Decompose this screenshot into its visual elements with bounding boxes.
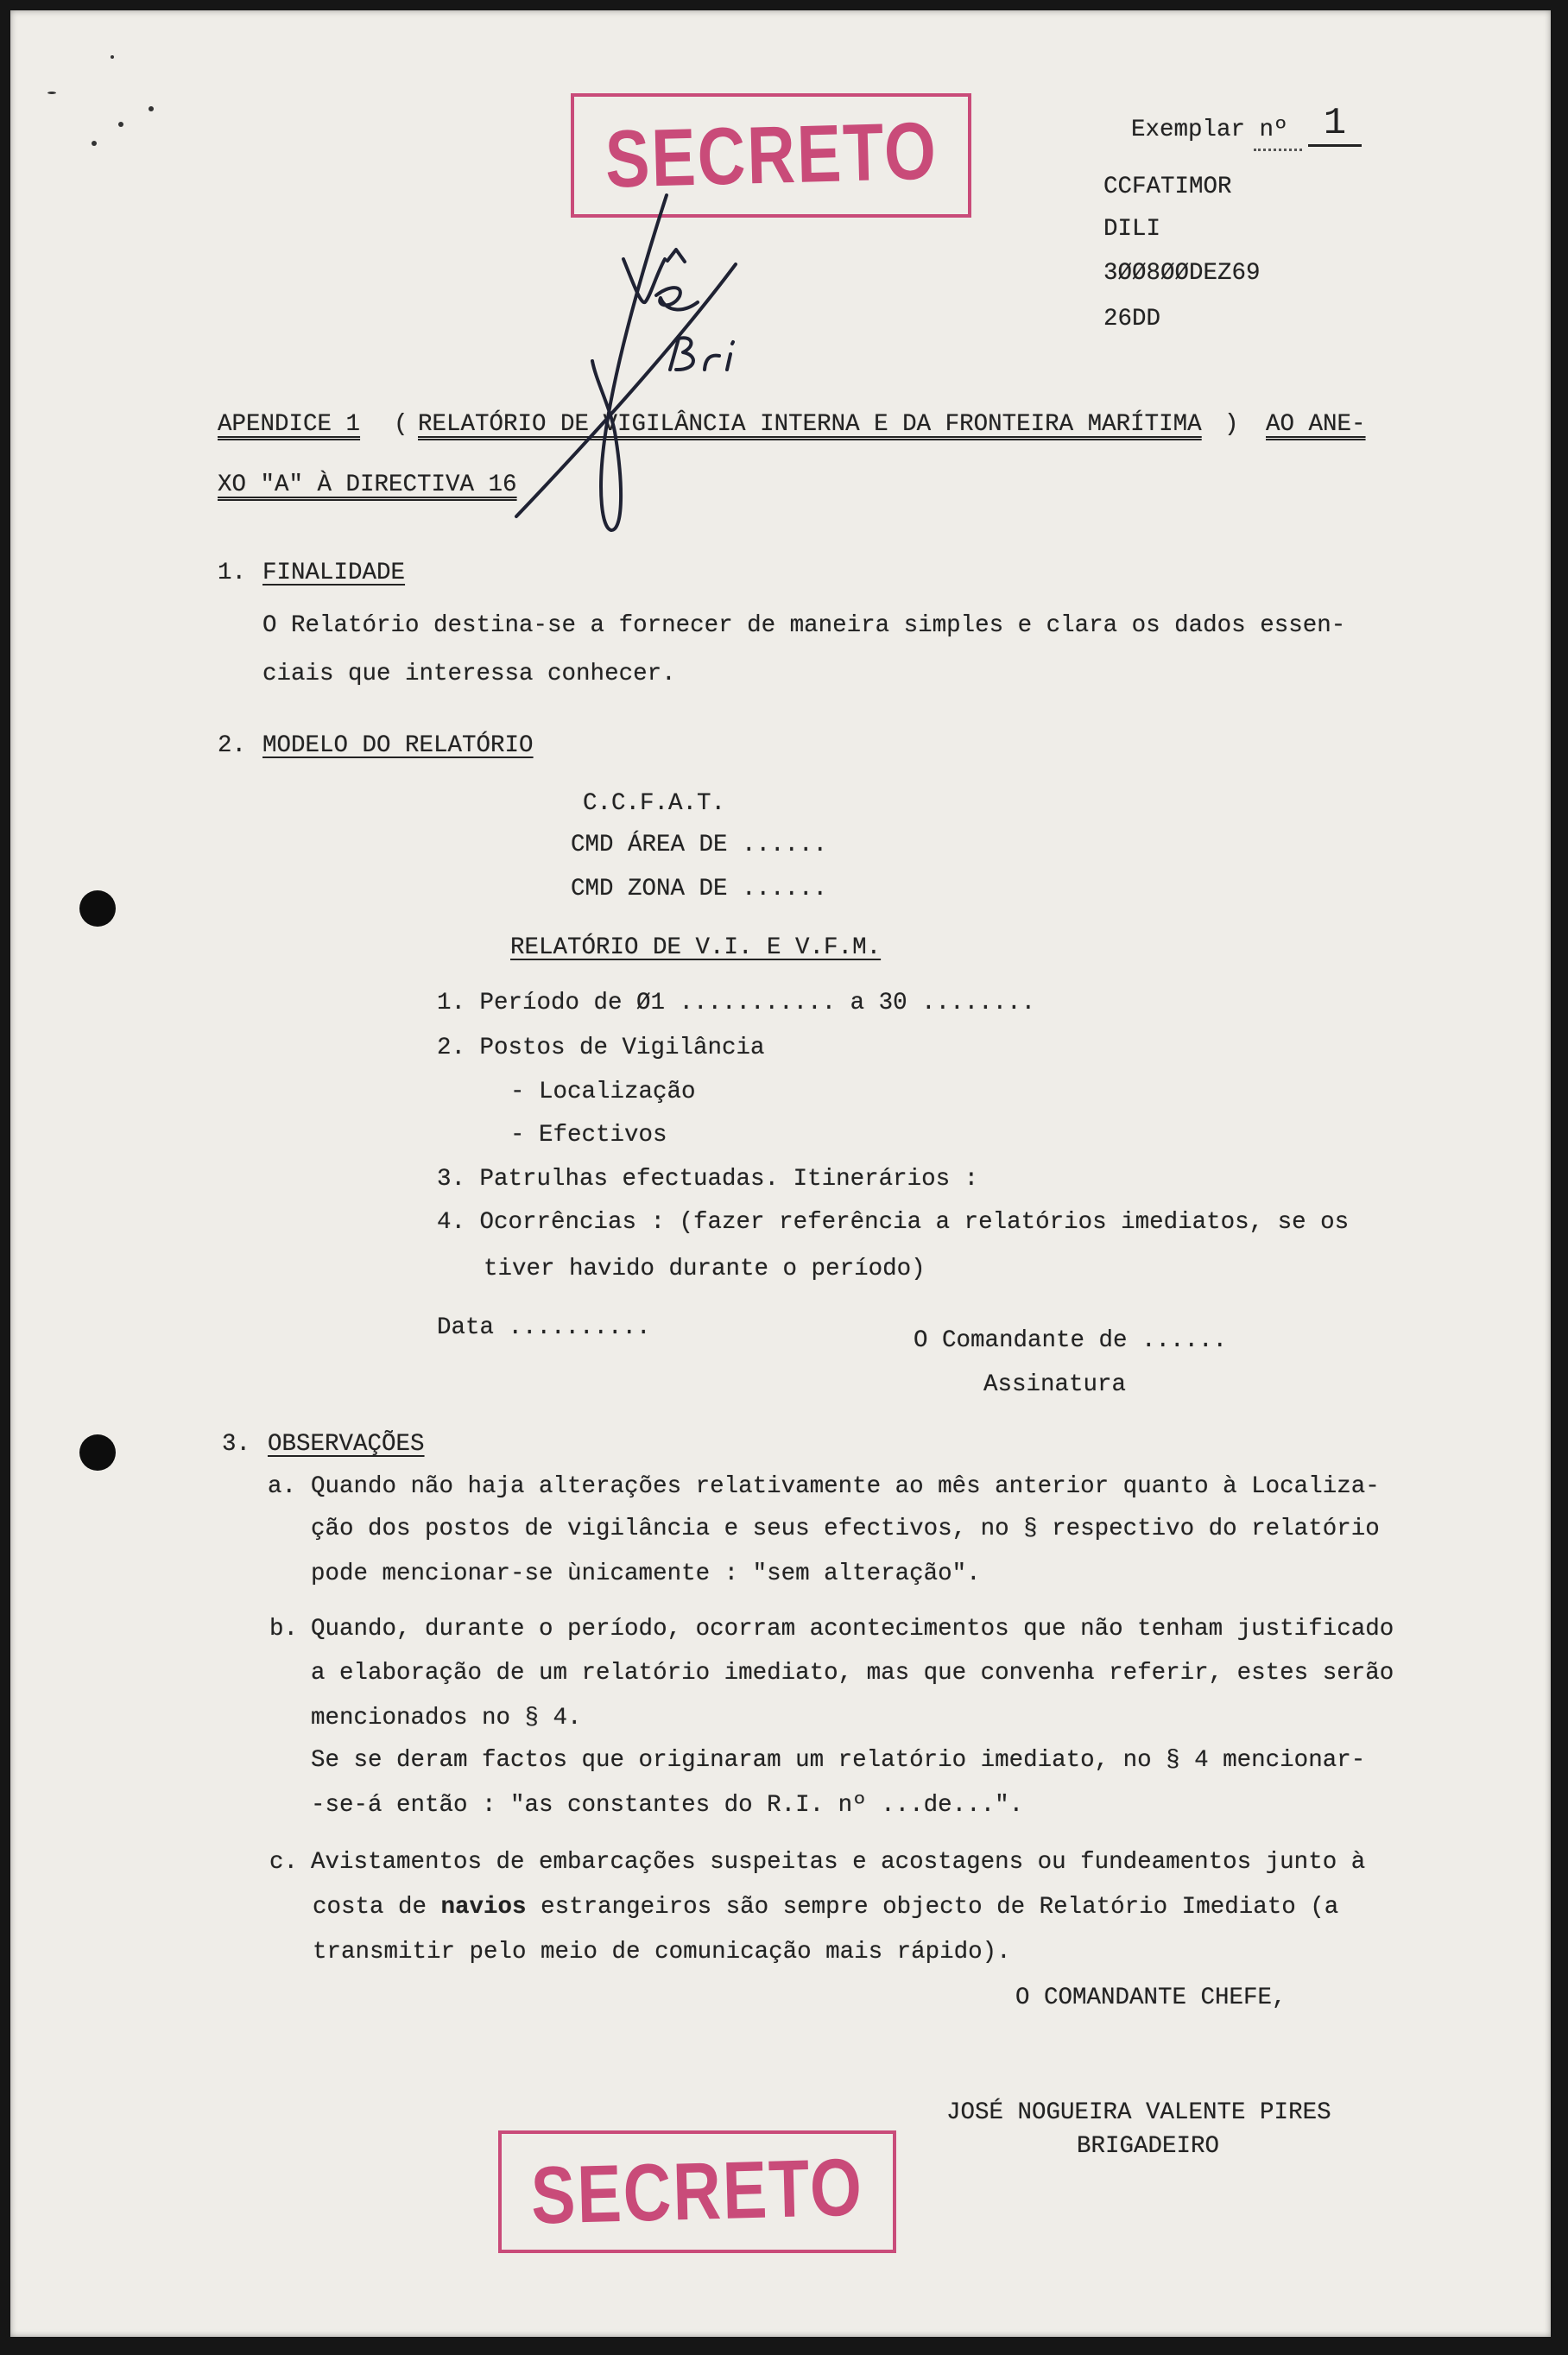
section-3-number: 3. bbox=[222, 1431, 251, 1458]
model-item-continuation: tiver havido durante o período) bbox=[484, 1256, 926, 1282]
text-segment: costa de bbox=[313, 1894, 441, 1921]
section-1-body-line: O Relatório destina-se a fornecer de maneira simples e clara os dados essen- bbox=[262, 612, 1346, 639]
closing-rank: BRIGADEIRO bbox=[1077, 2133, 1220, 2160]
title-annex: AO ANE- bbox=[1266, 411, 1366, 438]
copy-label: Exemplar nº bbox=[1131, 117, 1288, 143]
observation-b-label: b. bbox=[269, 1616, 299, 1643]
section-1-number: 1. bbox=[218, 560, 247, 586]
origin-line: CCFATIMOR bbox=[1103, 174, 1232, 200]
section-3-heading: OBSERVAÇÕES bbox=[268, 1431, 425, 1458]
stamp-label: SECRETO bbox=[529, 2141, 865, 2241]
scan-speck bbox=[92, 141, 97, 146]
punch-hole bbox=[79, 1434, 116, 1471]
model-signature-line: Assinatura bbox=[983, 1371, 1127, 1398]
model-item: 1. Período de Ø1 ........... a 30 ........ bbox=[437, 990, 1036, 1016]
observation-a-line: Quando não haja alterações relativamente ao mês anterior quanto à Localiza- bbox=[311, 1473, 1380, 1500]
observation-c-line bbox=[313, 1894, 1338, 1921]
title-paren-close: ) bbox=[1224, 411, 1239, 438]
classification-stamp-top bbox=[571, 93, 971, 218]
model-subitem: - Localização bbox=[510, 1079, 696, 1105]
model-header-line: CMD ÁREA DE ...... bbox=[571, 832, 828, 858]
title-appendix: APENDICE 1 bbox=[218, 411, 361, 438]
stamp-label: SECRETO bbox=[604, 104, 939, 205]
reference-line: 26DD bbox=[1103, 306, 1161, 332]
section-1-body-line: ciais que interessa conhecer. bbox=[262, 661, 676, 687]
punch-hole bbox=[79, 890, 116, 927]
scan-speck bbox=[118, 122, 123, 127]
model-title: RELATÓRIO DE V.I. E V.F.M. bbox=[510, 934, 882, 961]
classification-stamp-bottom bbox=[498, 2130, 896, 2253]
observation-a-line: ção dos postos de vigilância e seus efectivos, no § respectivo do relatório bbox=[311, 1516, 1380, 1542]
observation-b-line: Se se deram factos que originaram um relatório imediato, no § 4 mencionar- bbox=[311, 1747, 1366, 1774]
title-paren-open: ( bbox=[394, 411, 408, 438]
observation-c-label: c. bbox=[269, 1849, 299, 1876]
dtg-line: 3ØØ8ØØDEZ69 bbox=[1103, 260, 1261, 287]
title-subject: RELATÓRIO DE VIGILÂNCIA INTERNA E DA FRONTEIRA MARÍTIMA bbox=[418, 411, 1202, 438]
observation-b-line: mencionados no § 4. bbox=[311, 1705, 582, 1731]
section-2-number: 2. bbox=[218, 732, 247, 759]
model-date-line: Data .......... bbox=[437, 1314, 651, 1341]
observation-b-line: a elaboração de um relatório imediato, mas que convenha referir, estes serão bbox=[311, 1660, 1394, 1687]
copy-dotted-rule bbox=[1254, 149, 1302, 151]
observation-b-line: -se-á então : "as constantes do R.I. nº ...de...". bbox=[311, 1792, 1024, 1819]
scan-speck bbox=[149, 106, 154, 111]
observation-b-line: Quando, durante o período, ocorram acontecimentos que não tenham justificado bbox=[311, 1616, 1394, 1643]
observation-a-line: pode mencionar-se ùnicamente : "sem alteração". bbox=[311, 1561, 981, 1587]
model-subitem: - Efectivos bbox=[510, 1122, 667, 1149]
observation-c-line: Avistamentos de embarcações suspeitas e acostagens ou fundeamentos junto à bbox=[311, 1849, 1366, 1876]
observation-a-label: a. bbox=[268, 1473, 297, 1500]
closing-name: JOSÉ NOGUEIRA VALENTE PIRES bbox=[946, 2099, 1331, 2126]
model-item: 2. Postos de Vigilância bbox=[437, 1035, 765, 1061]
copy-number: 1 bbox=[1308, 103, 1362, 147]
model-header-line: C.C.F.A.T. bbox=[583, 790, 726, 817]
emphasized-word: navios bbox=[440, 1894, 527, 1921]
section-2-heading: MODELO DO RELATÓRIO bbox=[262, 732, 534, 759]
title-line-2: XO "A" À DIRECTIVA 16 bbox=[218, 472, 517, 498]
text-segment: estrangeiros são sempre objecto de Relatório Imediato (a bbox=[526, 1894, 1339, 1921]
section-1-heading: FINALIDADE bbox=[262, 560, 406, 586]
scan-speck bbox=[111, 55, 114, 59]
closing-commander: O COMANDANTE CHEFE, bbox=[1015, 1985, 1287, 2011]
model-header-line: CMD ZONA DE ...... bbox=[571, 876, 828, 902]
location-line: DILI bbox=[1103, 216, 1161, 243]
model-item: 4. Ocorrências : (fazer referência a relatórios imediatos, se os bbox=[437, 1209, 1350, 1236]
model-commander-line: O Comandante de ...... bbox=[914, 1327, 1228, 1354]
scan-speck bbox=[47, 92, 56, 94]
observation-c-line: transmitir pelo meio de comunicação mais rápido). bbox=[313, 1939, 1011, 1966]
model-item: 3. Patrulhas efectuadas. Itinerários : bbox=[437, 1166, 979, 1193]
